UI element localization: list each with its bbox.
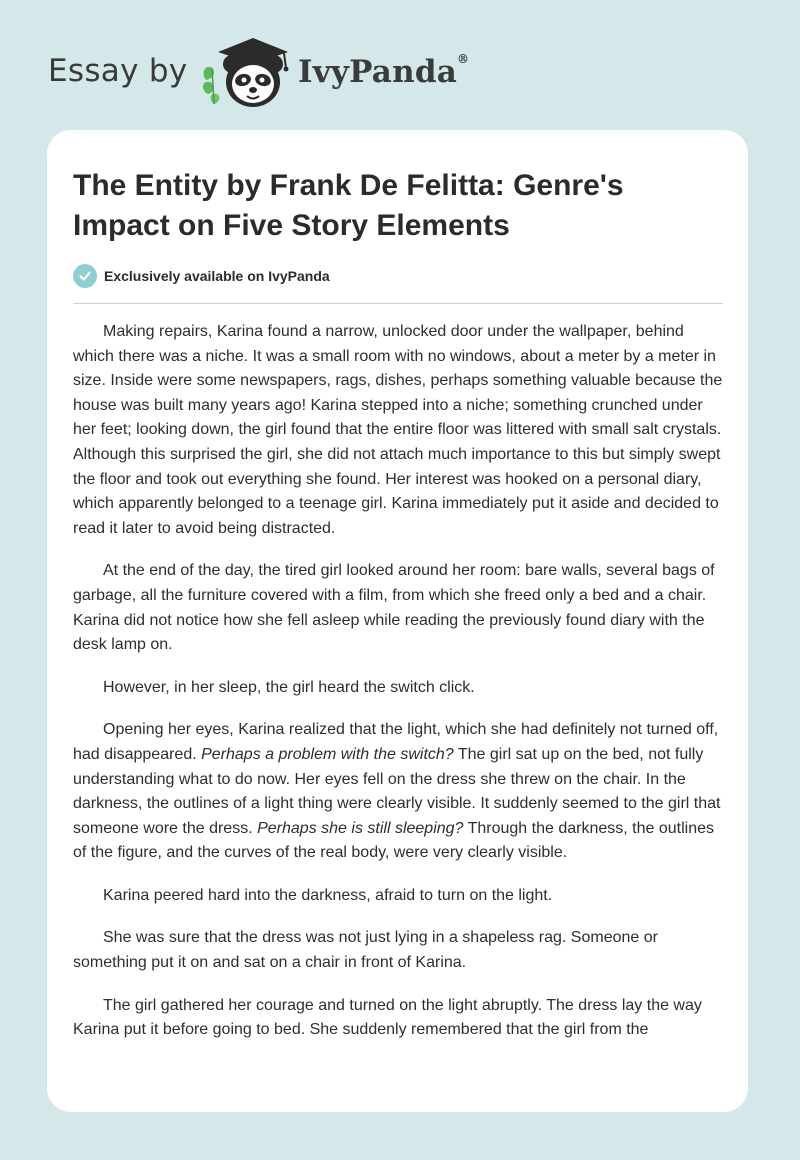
- essay-body: [73, 320, 725, 1061]
- paragraph: [73, 718, 725, 866]
- paragraph: She was sure that the dress was not just lying in a shapeless rag. Someone or something put it on and sat on a chair in front of Karina.: [73, 929, 658, 972]
- paragraph: Making repairs, Karina found a narrow, unlocked door under the wallpaper, behind which there was a niche. It was a small room with no windows, about a meter by a meter in size. Inside were some newspapers, rags, dishes, perhaps something valuable because the house was built many years ago! Karina stepped into a niche; something crunched under her feet; looking down, the girl found that the entire floor was littered with small salt crystals. Although this surprised the girl, she did not attach much importance to this but simply swept the floor and took out everything she found. Her interest was hooked on a personal diary, which apparently belonged to a teenage girl. Karina immediately put it aside and decided to read it later to avoid being distracted.: [73, 323, 723, 537]
- paragraph-text: Through the darkness, the outlines of the figure, and the curves of the real body, were very clearly visible.: [73, 819, 714, 862]
- essay-by-label: Essay by: [48, 53, 188, 89]
- panda-graduate-icon: [198, 34, 298, 110]
- essay-title: The Entity by Frank De Felitta: Genre's Impact on Five Story Elements: [73, 169, 624, 242]
- divider: [73, 303, 723, 304]
- exclusive-badge: [73, 264, 330, 288]
- paragraph-italic: Perhaps she is still sleeping?: [257, 819, 464, 837]
- paragraph: Karina peered hard into the darkness, afraid to turn on the light.: [103, 886, 553, 904]
- exclusive-badge-label: Exclusively available on IvyPanda: [104, 268, 330, 284]
- paragraph: At the end of the day, the tired girl looked around her room: bare walls, several bags of garbage, all the furniture covered with a film, from which she freed only a bed and a chair. Karina did not notice how she fell asleep while reading the previously found diary with the desk lamp on.: [73, 562, 715, 654]
- registered-mark: ®: [457, 52, 470, 66]
- site-header: [48, 34, 548, 110]
- essay-card: [47, 130, 748, 1112]
- paragraph-text: The girl sat up on the bed, not fully understanding what to do now. Her eyes fell on the dress she threw on the chair. In the darkness, the outlines of a light thing were clearly visible. It suddenly seemed to the girl that someone wore the dress.: [73, 745, 721, 837]
- brand-name[interactable]: IvyPanda®: [298, 52, 470, 90]
- paragraph-text: Opening her eyes, Karina realized that the light, which she had definitely not turned off, had disappeared.: [73, 721, 719, 763]
- paragraph: The girl gathered her courage and turned on the light abruptly. The dress lay the way Karina put it before going to bed. She suddenly remembered that the girl from the: [73, 996, 702, 1039]
- paragraph: However, in her sleep, the girl heard the switch click.: [103, 678, 475, 696]
- paragraph-italic: Perhaps a problem with the switch?: [201, 745, 454, 763]
- check-circle-icon: [73, 264, 97, 288]
